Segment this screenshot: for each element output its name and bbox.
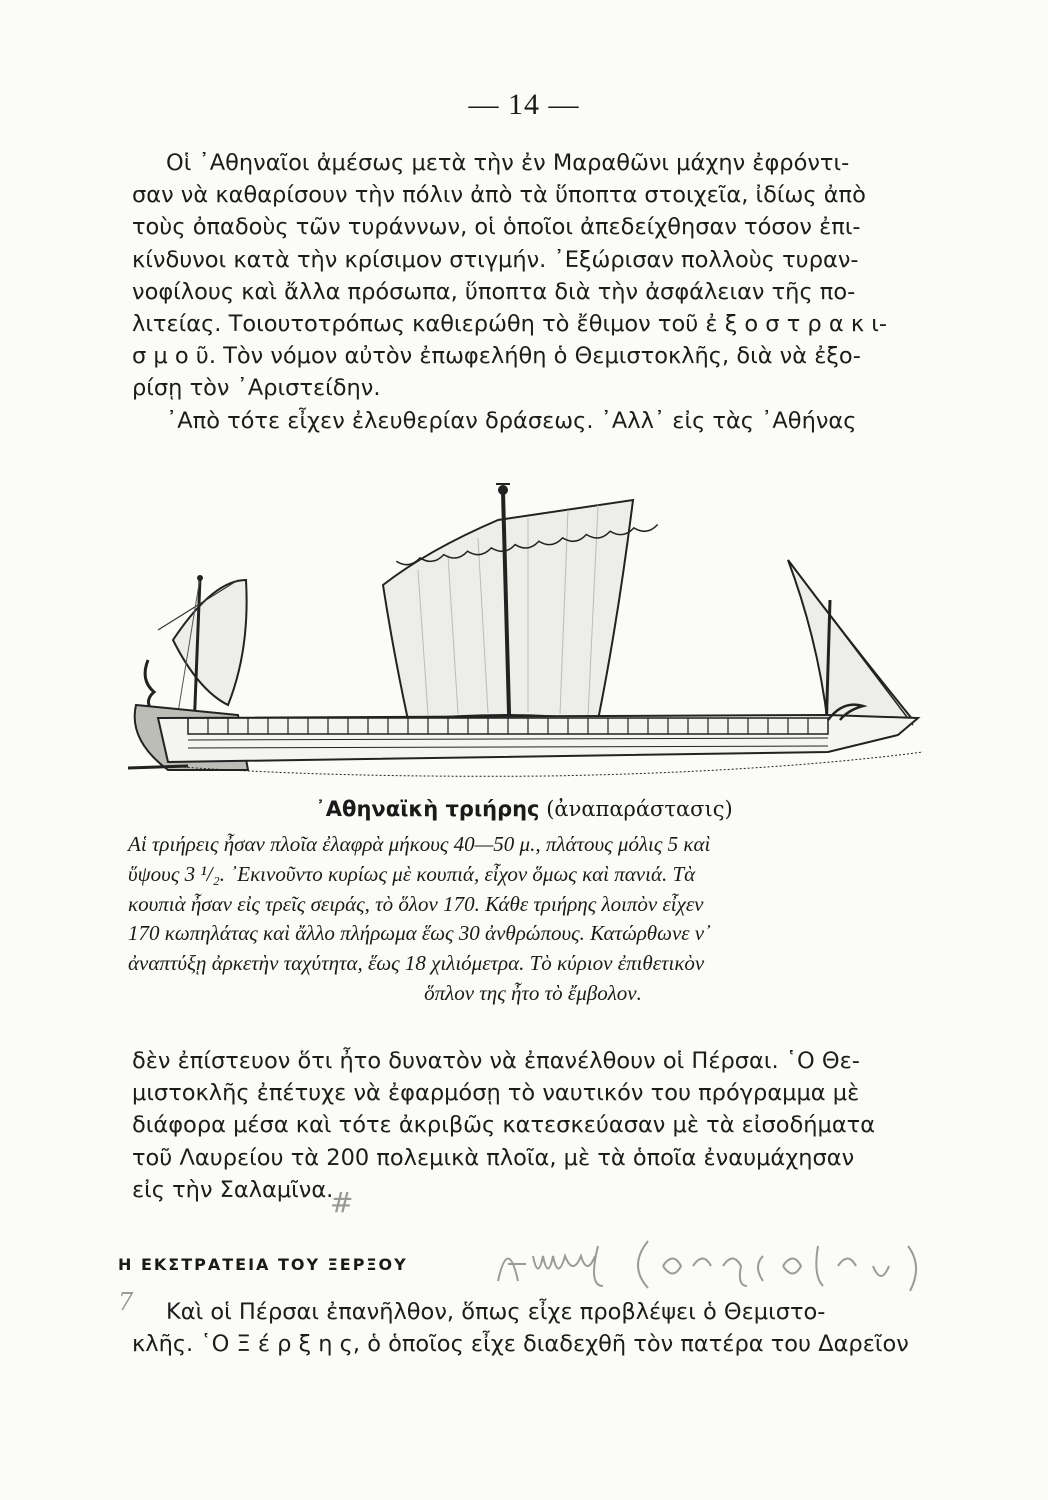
section-heading: Η ΕΚΣΤΡΑΤΕΙΑ ΤΟΥ ΞΕΡΞΟΥ bbox=[118, 1255, 408, 1274]
text-line: τοὺς ὀπαδοὺς τῶν τυράννων, οἱ ὁποῖοι ἀπεδείχθησαν τόσον ἐπι- bbox=[132, 214, 861, 241]
text-line: σαν νὰ καθαρίσουν τὴν πόλιν ἀπὸ τὰ ὕποπτα στοιχεῖα, ἰδίως ἀπὸ bbox=[132, 182, 866, 209]
margin-mark: # bbox=[330, 1186, 354, 1219]
caption-line: ὅπλον της ἦτο τὸ ἔμβολον. bbox=[424, 980, 642, 1005]
text-line: Καὶ οἱ Πέρσαι ἐπανῆλθον, ὅπως εἶχε προβλέψει ὁ Θεμιστο- bbox=[166, 1299, 826, 1325]
caption-line: κουπιὰ ἦσαν εἰς τρεῖς σειράς, τὸ ὅλον 170. Κάθε τριήρης λοιπὸν εἶχεν bbox=[128, 891, 704, 916]
text-line: κλῆς. ῾Ο Ξ έ ρ ξ η ς, ὁ ὁποῖος εἶχε διαδεχθῆ τὸν πατέρα του Δαρεῖον bbox=[132, 1331, 909, 1358]
figure-caption-title bbox=[0, 797, 1048, 821]
text-line: διάφορα μέσα καὶ τότε ἀκριβῶς κατεσκεύασαν μὲ τὰ εἰσοδήματα bbox=[132, 1112, 876, 1139]
text-line: εἰς τὴν Σαλαμῖνα. bbox=[132, 1176, 334, 1203]
margin-mark: 7 bbox=[118, 1288, 134, 1316]
trireme-illustration bbox=[128, 470, 928, 800]
handwritten-note-text: Αἰγιαλεως (εἰσαγάγων) bbox=[478, 1292, 490, 1293]
text-line: νοφίλους καὶ ἄλλα πρόσωπα, ὕποπτα διὰ τὴν ἀσφάλειαν τῆς πο- bbox=[132, 278, 856, 305]
paragraph-1 bbox=[132, 147, 952, 437]
paragraph-2 bbox=[132, 1045, 952, 1206]
caption-line: 170 κωπηλάτας καὶ ἄλλο πλήρωμα ἕως 30 ἀνθρώπους. Κατώρθωνε ν᾿ bbox=[128, 921, 712, 946]
caption-line: Αἱ τριήρεις ἦσαν πλοῖα ἐλαφρὰ μήκους 40—50 μ., πλάτους μόλις 5 καὶ bbox=[128, 832, 711, 856]
handwritten-note bbox=[478, 1226, 948, 1296]
text-line: σ μ ο ῦ. Τὸν νόμον αὐτὸν ἐπωφελήθη ὁ Θεμιστοκλῆς, διὰ νὰ ἐξο- bbox=[132, 343, 861, 370]
text-line: Οἱ ᾿Αθηναῖοι ἀμέσως μετὰ τὴν ἐν Μαραθῶνι μάχην ἐφρόντι- bbox=[166, 150, 850, 176]
page-number: — 14 — bbox=[468, 88, 580, 121]
figure-caption-body bbox=[128, 830, 938, 1009]
caption-subtitle: (ἀναπαράστασις) bbox=[546, 797, 733, 821]
text-line: ᾿Απὸ τότε εἶχεν ἐλευθερίαν δράσεως. ᾿Αλλ᾿ εἰς τὰς ᾿Αθήνας bbox=[166, 407, 857, 434]
text-line: ρίσῃ τὸν ᾿Αριστείδην. bbox=[132, 375, 381, 402]
paragraph-3 bbox=[132, 1296, 952, 1360]
caption-title: ᾿Αθηναϊκὴ τριήρης bbox=[315, 797, 540, 821]
text-line: δὲν ἐπίστευον ὅτι ἦτο δυνατὸν νὰ ἐπανέλθουν οἱ Πέρσαι. ῾Ο Θε- bbox=[132, 1048, 860, 1074]
text-line: μιστοκλῆς ἐπέτυχε νὰ ἐφαρμόσῃ τὸ ναυτικόν του πρόγραμμα μὲ bbox=[132, 1080, 860, 1107]
caption-line: ὕψους 3 ¹/₂. ᾿Εκινοῦντο κυρίως μὲ κουπιά, εἶχον ὅμως καὶ πανιά. Τὰ bbox=[128, 861, 696, 886]
caption-line: ἀναπτύξῃ ἀρκετὴν ταχύτητα, ἕως 18 χιλιόμετρα. Τὸ κύριον ἐπιθετικὸν bbox=[128, 951, 705, 976]
text-line: τοῦ Λαυρείου τὰ 200 πολεμικὰ πλοῖα, μὲ τὰ ὁποῖα ἐναυμάχησαν bbox=[132, 1144, 855, 1171]
text-line: κίνδυνοι κατὰ τὴν κρίσιμον στιγμήν. ᾿Εξώρισαν πολλοὺς τυραν- bbox=[132, 246, 859, 273]
text-line: λιτείας. Τοιουτοτρόπως καθιερώθη τὸ ἔθιμον τοῦ ἐ ξ ο σ τ ρ α κ ι- bbox=[132, 310, 887, 337]
